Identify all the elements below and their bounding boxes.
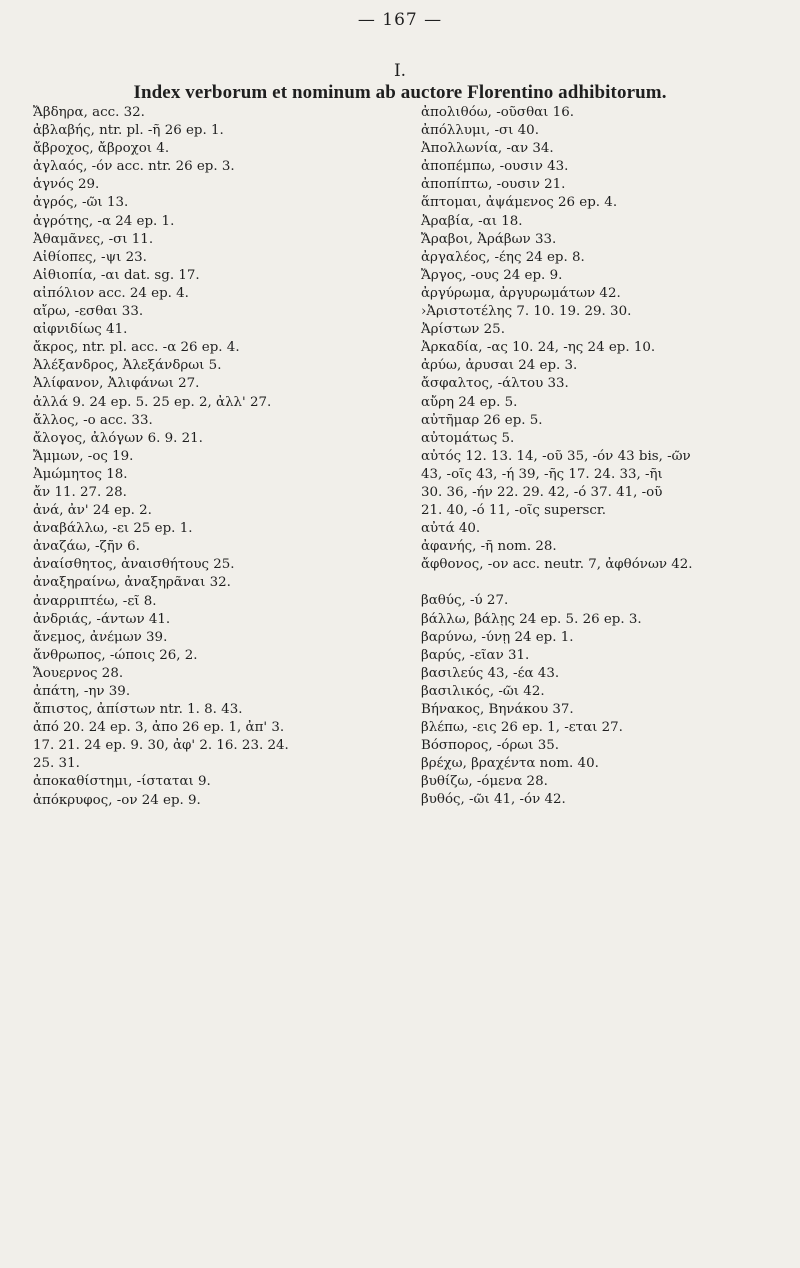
index-entry: ἀναζάω, -ζῆν 6. — [33, 539, 140, 555]
index-entry: ›Ἀριστοτέλης 7. 10. 19. 29. 30. — [421, 304, 632, 320]
index-entry: αὔρη 24 ep. 5. — [421, 394, 518, 410]
index-entry: αὐτῆμαρ 26 ep. 5. — [421, 412, 543, 428]
index-entry: ἄσφαλτος, -άλτου 33. — [421, 376, 569, 392]
index-entry: αὐτά 40. — [421, 521, 481, 537]
index-entry: ἀπό 20. 24 ep. 3, ἀπο 26 ep. 1, ἀπ' 3. — [33, 720, 285, 736]
index-entry: βρέχω, βραχέντα nom. 40. — [421, 756, 599, 772]
section-gap — [421, 574, 773, 592]
index-entry: ἀναρριπτέω, -εῖ 8. — [33, 593, 157, 609]
right-column-alpha-section — [421, 104, 773, 574]
index-entry: βαρύνω, -ύνῃ 24 ep. 1. — [421, 629, 574, 645]
index-entry: βασιλικός, -ῶι 42. — [421, 683, 545, 699]
index-entry: Βήνακος, Βηνάκου 37. — [421, 702, 574, 717]
index-entry: βυθός, -ῶι 41, -όν 42. — [421, 792, 566, 808]
index-entry: Βόσπορος, -όρωι 35. — [421, 738, 560, 754]
index-entry: αἰφνιδίως 41. — [33, 322, 128, 338]
index-entry: ἀπάτη, -ην 39. — [33, 684, 131, 699]
index-entry: ἀλλά 9. 24 ep. 5. 25 ep. 2, ἀλλ' 27. — [33, 394, 272, 410]
index-entry: ἀποπίπτω, -ουσιν 21. — [421, 177, 566, 193]
index-entry: βάλλω, βάλῃς 24 ep. 5. 26 ep. 3. — [421, 611, 642, 627]
index-entry: ἀπόλλυμι, -σι 40. — [421, 123, 539, 139]
index-entry: ἅπτομαι, ἀψάμενος 26 ep. 4. — [421, 195, 618, 211]
index-entry: ἀποπέμπω, -ουσιν 43. — [421, 159, 569, 175]
index-entry: ἀπόκρυφος, -ον 24 ep. 9. — [33, 792, 201, 808]
index-entry: ἄπιστος, ἀπίστων ntr. 1. 8. 43. — [33, 702, 243, 718]
index-entry: ἀγλαός, -όν acc. ntr. 26 ep. 3. — [33, 159, 235, 175]
index-entry: βλέπω, -εις 26 ep. 1, -εται 27. — [421, 720, 623, 736]
index-entry: Ἀλέξανδρος, Ἀλεξάνδρωι 5. — [33, 358, 222, 374]
index-entry: Ἀθαμᾶνες, -σι 11. — [33, 231, 154, 247]
index-entry: ἄλογος, ἀλόγων 6. 9. 21. — [33, 430, 203, 446]
index-entry: βυθίζω, -όμενα 28. — [421, 774, 548, 790]
index-entry: 43, -οῖς 43, -ή 39, -ῆς 17. 24. 33, -ῆι — [421, 466, 663, 482]
right-column — [421, 104, 773, 810]
index-entry: ἄνεμος, ἀνέμων 39. — [33, 629, 168, 645]
index-entry: 21. 40, -ό 11, -οῖς superscr. — [421, 503, 607, 519]
index-entry: Αἰθιοπία, -αι dat. sg. 17. — [33, 267, 200, 283]
index-title: Index verborum et nominum ab auctore Florentino adhibitorum. — [133, 82, 667, 103]
index-entry: βαθύς, -ύ 27. — [421, 593, 509, 609]
index-entry: ἀπολιθόω, -οῦσθαι 16. — [421, 105, 574, 120]
index-entry: ἀνά, ἀν' 24 ep. 2. — [33, 503, 152, 519]
index-entry: Ἀρκαδία, -ας 10. 24, -ης 24 ep. 10. — [421, 340, 656, 356]
index-entry: ἀφανής, -ῆ nom. 28. — [421, 539, 557, 555]
index-entry: ἄν 11. 27. 28. — [33, 484, 127, 500]
index-entry: ἀναβάλλω, -ει 25 ep. 1. — [33, 521, 193, 537]
index-entry: Ἄουερνος 28. — [33, 665, 124, 681]
index-entry: Ἀλίφανον, Ἀλιφάνωι 27. — [33, 376, 200, 392]
index-entry: βασιλεύς 43, -έα 43. — [421, 665, 560, 681]
index-entry: Ἄμμων, -ος 19. — [33, 448, 134, 464]
index-entry: ἀργύρωμα, ἀργυρωμάτων 42. — [421, 285, 621, 301]
index-entry: ἄνθρωπος, -ώποις 26, 2. — [33, 647, 198, 663]
section-numeral: I. — [393, 61, 407, 81]
index-entry: αὐτομάτως 5. — [421, 430, 515, 446]
index-entry: Ἀμώμητος 18. — [33, 466, 128, 482]
index-entry: ἀργαλέος, -έης 24 ep. 8. — [421, 249, 585, 265]
index-entry: αἴρω, -εσθαι 33. — [33, 304, 144, 320]
index-entry: Αἰθίοπες, -ψι 23. — [33, 249, 147, 265]
index-entry: ἀρύω, ἀρυσαι 24 ep. 3. — [421, 358, 578, 374]
index-entry: Ἄραβοι, Ἀράβων 33. — [421, 231, 557, 247]
index-entry: Ἄργος, -ους 24 ep. 9. — [421, 267, 563, 283]
index-entry: ἀγρός, -ῶι 13. — [33, 195, 129, 211]
index-entry: ἄφθονος, -ον acc. neutr. 7, ἀφθόνων 42. — [421, 557, 693, 573]
index-entry: 30. 36, -ήν 22. 29. 42, -ό 37. 41, -οῦ — [421, 484, 663, 500]
index-entry: ἀγρότης, -α 24 ep. 1. — [33, 213, 175, 229]
index-entry: Ἀρίστων 25. — [421, 322, 505, 338]
index-entry: ἄλλος, -ο acc. 33. — [33, 412, 153, 428]
index-entry: ἁγνός 29. — [33, 177, 100, 193]
index-entry: βαρύς, -εῖαν 31. — [421, 647, 530, 663]
index-entry: ἀναίσθητος, ἀναισθήτους 25. — [33, 557, 235, 573]
index-entry: ἀβλαβής, ntr. pl. -ῆ 26 ep. 1. — [33, 123, 224, 139]
index-entry: Ἄβδηρα, acc. 32. — [33, 105, 145, 120]
index-entry: αὐτός 12. 13. 14, -οῦ 35, -όν 43 bis, -ῶν — [421, 448, 691, 464]
index-entry: Ἀπολλωνία, -αν 34. — [421, 141, 554, 157]
index-entry: αἰπόλιον acc. 24 ep. 4. — [33, 285, 189, 301]
index-entry: 17. 21. 24 ep. 9. 30, ἀφ' 2. 16. 23. 24. — [33, 738, 289, 754]
left-column — [33, 104, 385, 810]
index-entry: ἄβροχος, ἄβροχοι 4. — [33, 141, 170, 157]
index-entry: ἄκρος, ntr. pl. acc. -α 26 ep. 4. — [33, 340, 240, 356]
index-entry: ἀνδριάς, -άντων 41. — [33, 611, 171, 627]
index-entry: ἀναξηραίνω, ἀναξηρᾶναι 32. — [33, 575, 231, 591]
page-number: — 167 — — [357, 10, 443, 30]
index-entry: Ἀραβία, -αι 18. — [421, 213, 523, 229]
index-entry: 25. 31. — [33, 756, 80, 772]
right-column-beta-section — [421, 592, 773, 809]
index-entry: ἀποκαθίστημι, -ίσταται 9. — [33, 774, 211, 790]
